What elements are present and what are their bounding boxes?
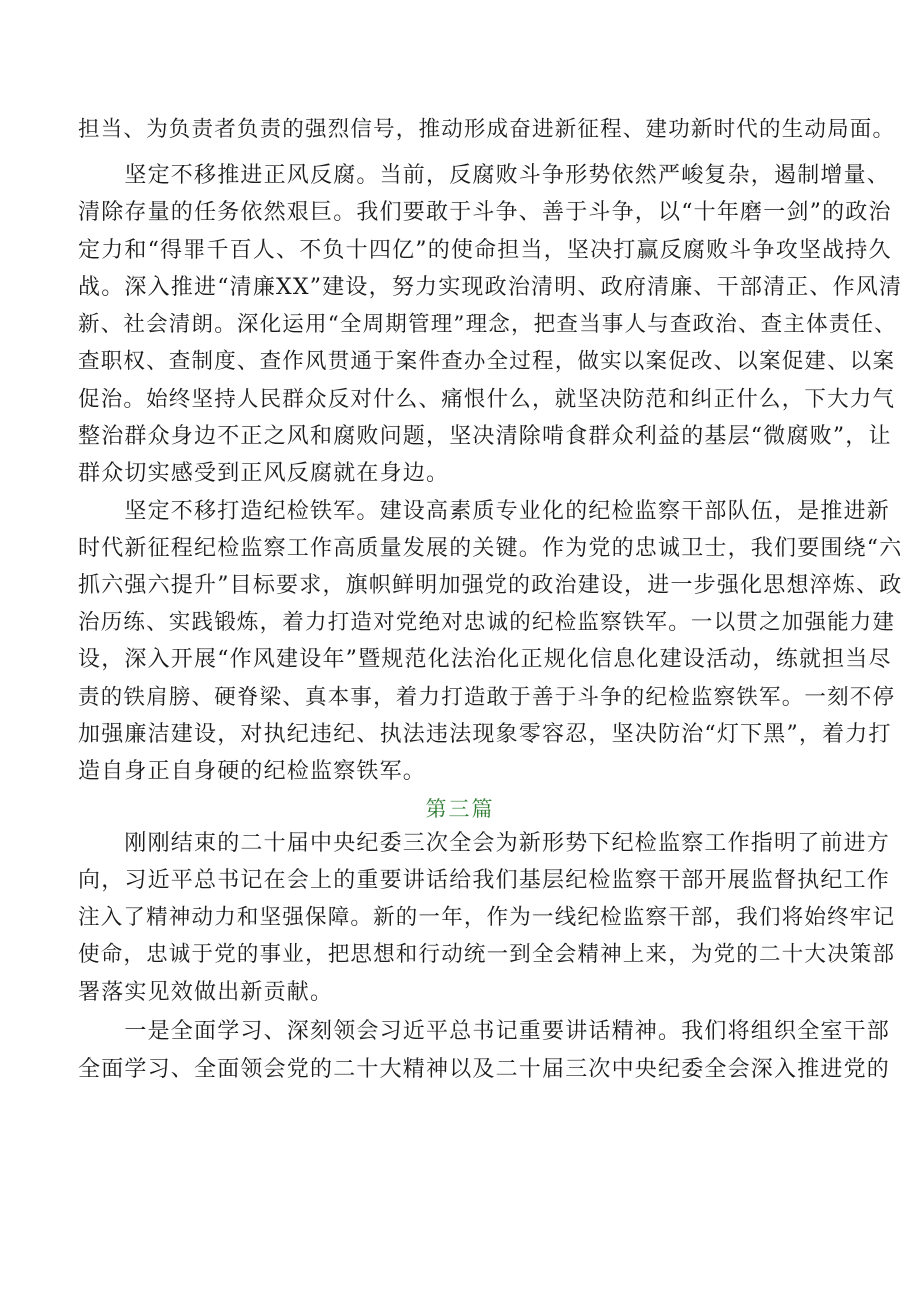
text-line: 战。深入推进“清廉XX”建设，努力实现政治清明、政府清廉、干部清正、作风清 bbox=[78, 275, 903, 300]
text-line: 群众切实感受到正风反腐就在身边。 bbox=[78, 461, 450, 486]
text-line: 担当、为负责者负责的强烈信号，推动形成奋进新征程、建功新时代的生动局面。 bbox=[78, 117, 896, 142]
text-line: 注入了精神动力和坚强保障。新的一年，作为一线纪检监察干部，我们将始终牢记 bbox=[78, 905, 896, 930]
text-line: 坚定不移打造纪检铁军。建设高素质专业化的纪检监察干部队伍，是推进新 bbox=[78, 499, 891, 524]
text-line: 造自身正自身硬的纪检监察铁军。 bbox=[78, 759, 427, 784]
text-line: 新、社会清朗。深化运用“全周期管理”理念，把查当事人与查政治、查主体责任、 bbox=[78, 312, 897, 337]
text-line: 署落实见效做出新贡献。 bbox=[78, 980, 334, 1005]
text-line: 坚定不移推进正风反腐。当前，反腐败斗争形势依然严峻复杂，遏制增量、 bbox=[78, 163, 891, 188]
text-line: 设，深入开展“作风建设年”暨规范化法治化正规化信息化建设活动，练就担当尽 bbox=[78, 647, 892, 672]
text-line: 清除存量的任务依然艰巨。我们要敢于斗争、善于斗争，以“十年磨一剑”的政治 bbox=[78, 200, 892, 225]
text-line: 治历练、实践锻炼，着力打造对党绝对忠诚的纪检监察铁军。一以贯之加强能力建 bbox=[78, 610, 896, 635]
text-line: 一是全面学习、深刻领会习近平总书记重要讲话精神。我们将组织全室干部 bbox=[78, 1019, 891, 1044]
text-line: 责的铁肩膀、硬脊梁、真本事，着力打造敢于善于斗争的纪检监察铁军。一刻不停 bbox=[78, 685, 896, 710]
text-line: 使命，忠诚于党的事业，把思想和行动统一到全会精神上来，为党的二十大决策部 bbox=[78, 942, 896, 967]
text-line: 抓六强六提升”目标要求，旗帜鲜明加强党的政治建设，进一步强化思想淬炼、政 bbox=[78, 573, 903, 598]
text-line: 加强廉洁建设，对执纪违纪、执法违法现象零容忍，坚决防治“灯下黑”，着力打 bbox=[78, 722, 892, 747]
text-line: 向，习近平总书记在会上的重要讲话给我们基层纪检监察干部开展监督执纪工作 bbox=[78, 868, 891, 893]
text-line: 全面学习、全面领会党的二十大精神以及二十届三次中央纪委全会深入推进党的 bbox=[78, 1057, 891, 1082]
text-line: 时代新征程纪检监察工作高质量发展的关键。作为党的忠诚卫士，我们要围绕“六 bbox=[78, 536, 903, 561]
section-heading: 第三篇 bbox=[425, 797, 495, 821]
text-line: 刚刚结束的二十届中央纪委三次全会为新形势下纪检监察工作指明了前进方 bbox=[78, 831, 891, 856]
text-line: 促治。始终坚持人民群众反对什么、痛恨什么，就坚决防范和纠正什么，下大力气 bbox=[78, 387, 896, 412]
text-line: 定力和“得罪千百人、不负十四亿”的使命担当，坚决打赢反腐败斗争攻坚战持久 bbox=[78, 238, 892, 263]
text-line: 整治群众身边不正之风和腐败问题，坚决清除啃食群众利益的基层“微腐败”，让 bbox=[78, 424, 892, 449]
text-line: 查职权、查制度、查作风贯通于案件查办全过程，做实以案促改、以案促建、以案 bbox=[78, 349, 896, 374]
